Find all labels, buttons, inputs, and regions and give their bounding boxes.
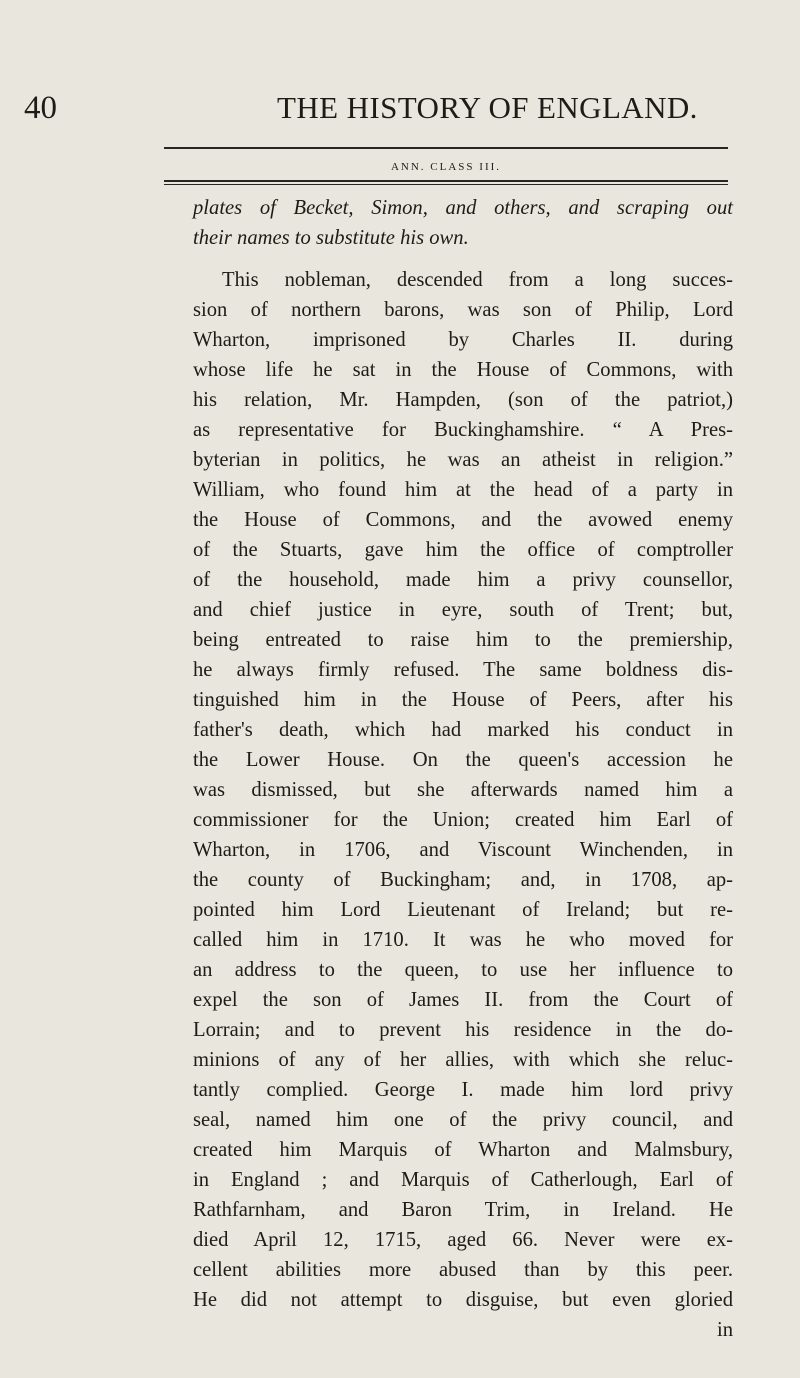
main-text bbox=[193, 193, 733, 1345]
paragraph-line: sion of northern barons, was son of Philip, Lord bbox=[193, 299, 733, 321]
paragraph-line: seal, named him one of the privy council, and bbox=[193, 1109, 733, 1131]
running-title: THE HISTORY OF ENGLAND. bbox=[277, 90, 698, 125]
paragraph-line: he always firmly refused. The same boldness dis- bbox=[193, 659, 733, 681]
opening-line: plates of Becket, Simon, and others, and scraping out bbox=[193, 197, 733, 219]
paragraph-line: an address to the queen, to use her influence to bbox=[193, 959, 733, 981]
paragraph-line: expel the son of James II. from the Court of bbox=[193, 989, 733, 1011]
paragraph-line: father's death, which had marked his conduct in bbox=[193, 719, 733, 741]
paragraph-line: commissioner for the Union; created him Earl of bbox=[193, 809, 733, 831]
paragraph-line: the county of Buckingham; and, in 1708, ap- bbox=[193, 869, 733, 891]
paragraph-line: whose life he sat in the House of Commons, with bbox=[193, 359, 733, 381]
paragraph-line: created him Marquis of Wharton and Malmsbury, bbox=[193, 1139, 733, 1161]
paragraph-line: the House of Commons, and the avowed enemy bbox=[193, 509, 733, 531]
header-rule-top bbox=[164, 147, 728, 149]
paragraph-line: pointed him Lord Lieutenant of Ireland; but re- bbox=[193, 899, 733, 921]
paragraph-line: called him in 1710. It was he who moved for bbox=[193, 929, 733, 951]
paragraph-line: He did not attempt to disguise, but even gloried bbox=[193, 1289, 733, 1311]
paragraph-line: Wharton, in 1706, and Viscount Winchenden, in bbox=[193, 839, 733, 861]
paragraph-line: the Lower House. On the queen's accession he bbox=[193, 749, 733, 771]
column-header: ANN. CLASS III. bbox=[390, 161, 502, 173]
paragraph-line: Rathfarnham, and Baron Trim, in Ireland. He bbox=[193, 1199, 733, 1221]
paragraph-line: Wharton, imprisoned by Charles II. during bbox=[193, 329, 733, 351]
page-header bbox=[24, 88, 770, 138]
paragraph-line: cellent abilities more abused than by this peer. bbox=[193, 1259, 733, 1281]
paragraph-line: was dismissed, but she afterwards named him a bbox=[193, 779, 733, 801]
catchword: in bbox=[716, 1319, 733, 1341]
header-rule-bottom bbox=[164, 180, 728, 182]
paragraph-line: and chief justice in eyre, south of Trent; but, bbox=[193, 599, 733, 621]
paragraph-line: as representative for Buckinghamshire. “ A Pres- bbox=[193, 419, 733, 441]
paragraph-line: Lorrain; and to prevent his residence in the do- bbox=[193, 1019, 733, 1041]
paragraph-line: his relation, Mr. Hampden, (son of the patriot,) bbox=[193, 389, 733, 411]
paragraph-line: tantly complied. George I. made him lord privy bbox=[193, 1079, 733, 1101]
paragraph-line: of the household, made him a privy counsellor, bbox=[193, 569, 733, 591]
paragraph-line: minions of any of her allies, with which she reluc- bbox=[193, 1049, 733, 1071]
paragraph-line: byterian in politics, he was an atheist in religion.” bbox=[193, 449, 733, 471]
paragraph-line: William, who found him at the head of a party in bbox=[193, 479, 733, 501]
paragraph-line: being entreated to raise him to the premiership, bbox=[193, 629, 733, 651]
paragraph-line: tinguished him in the House of Peers, after his bbox=[193, 689, 733, 711]
page-number: 40 bbox=[24, 90, 57, 126]
paragraph-line: died April 12, 1715, aged 66. Never were ex- bbox=[193, 1229, 733, 1251]
opening-line: their names to substitute his own. bbox=[193, 227, 469, 249]
paragraph-line: This nobleman, descended from a long succes- bbox=[222, 269, 733, 291]
header-rule-bottom-thin bbox=[164, 184, 728, 185]
paragraph-line: in England ; and Marquis of Catherlough, Earl of bbox=[193, 1169, 733, 1191]
paragraph-line: of the Stuarts, gave him the office of comptroller bbox=[193, 539, 733, 561]
